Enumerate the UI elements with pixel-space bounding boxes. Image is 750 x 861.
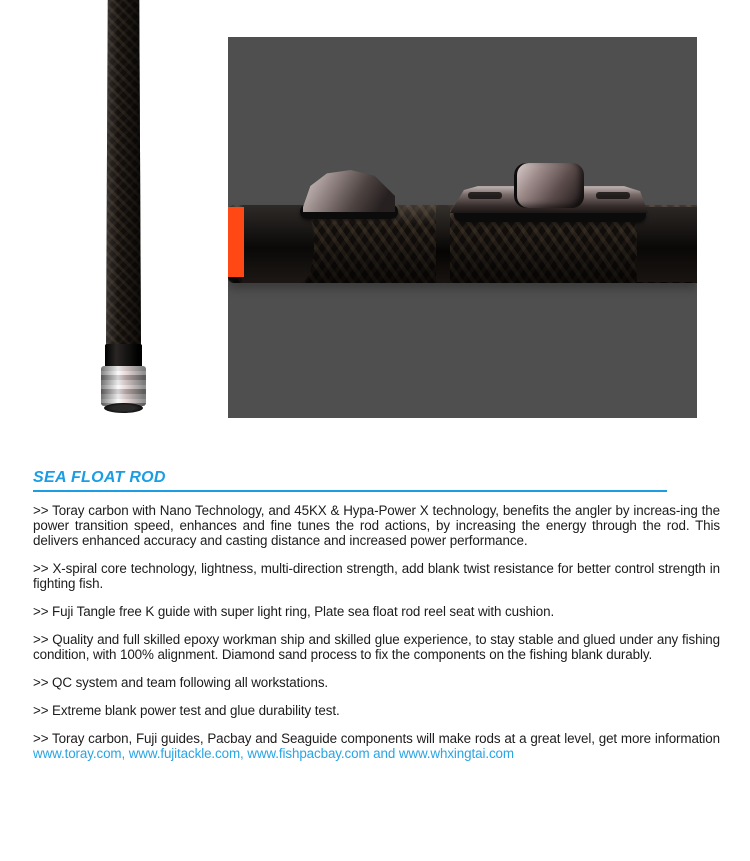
guide-slot <box>596 192 630 199</box>
feature-paragraph: >> X-spiral core technology, lightness, multi-direction strength, add blank twist resistance for better control strength in fighting fish. <box>33 561 720 591</box>
link-separator: , <box>240 746 248 761</box>
feature-paragraph: >> Extreme blank power test and glue durability test. <box>33 703 340 718</box>
page-title: SEA FLOAT ROD <box>33 469 166 486</box>
carbon-rod-shaft <box>106 0 141 346</box>
guide-slot <box>468 192 502 199</box>
rod-joint-line <box>436 205 450 283</box>
title-underline <box>33 490 667 492</box>
links-paragraph <box>33 731 720 761</box>
feature-paragraph: >> Fuji Tangle free K guide with super light ring, Plate sea float rod reel seat with cushion. <box>33 604 555 619</box>
rod-glossy-end-section <box>637 207 697 282</box>
product-description <box>33 469 720 774</box>
rod-section-photo <box>98 0 150 415</box>
link-separator: , <box>121 746 129 761</box>
feature-paragraphs <box>33 503 720 761</box>
rod-metal-butt-cap <box>101 366 146 406</box>
feature-paragraph: >> Toray carbon with Nano Technology, and 45KX & Hypa-Power X technology, benefits the angler by increas-ing the power transition speed, enhances and fine tunes the rod actions, by increasing the energy through the rod. This delivers enhanced accuracy and casting distance and increased power performance. <box>33 503 720 548</box>
link-whxingtai[interactable]: www.whxingtai.com <box>398 746 514 761</box>
rod-butt-collar <box>105 344 142 368</box>
feature-paragraph: >> Quality and full skilled epoxy workman ship and skilled glue experience, to stay stable and glued under any fishing condition, with 100% alignment. Diamond sand process to fix the components on the fishing blank durably. <box>33 632 720 662</box>
rod-butt-ring <box>104 403 143 413</box>
double-foot-guide-ring <box>514 163 584 208</box>
link-separator: and <box>369 746 399 761</box>
links-paragraph-prefix: >> Toray carbon, Fuji guides, Pacbay and Seaguide components will make rods at a great level, get more information <box>33 731 720 746</box>
rod-orange-tip <box>228 207 244 277</box>
folded-k-guide-icon <box>303 170 395 212</box>
link-toray[interactable]: www.toray.com <box>33 746 122 761</box>
rod-guides-photo <box>228 37 697 418</box>
link-fujitackle[interactable]: www.fujitackle.com <box>128 746 241 761</box>
link-fishpacbay[interactable]: www.fishpacbay.com <box>247 746 370 761</box>
feature-paragraph: >> QC system and team following all workstations. <box>33 675 329 690</box>
